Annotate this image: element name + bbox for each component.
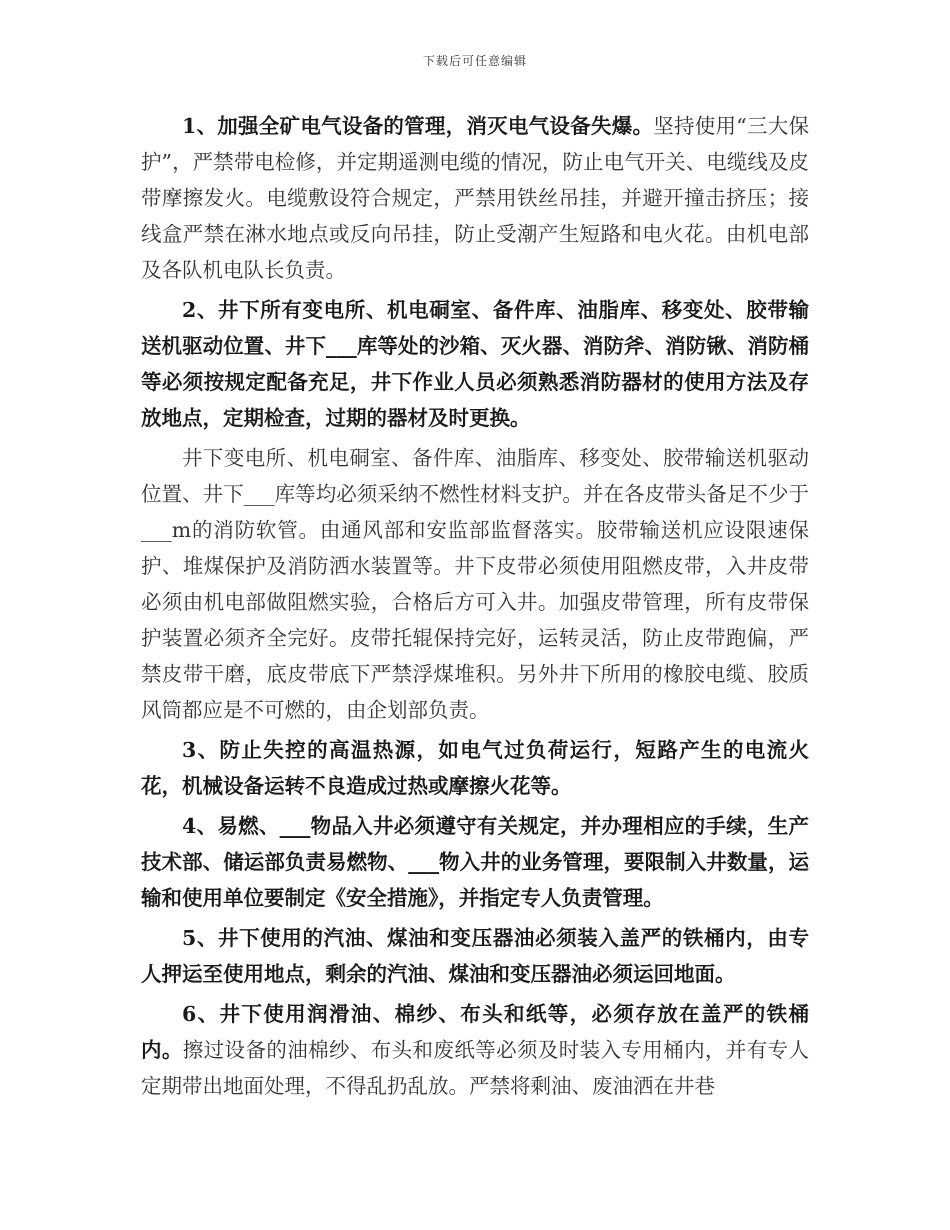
paragraph-1: [141, 108, 809, 288]
paragraph-5: [141, 808, 809, 916]
paragraph-7-text: 擦过设备的油棉纱、布头和废纸等必须及时装入专用桶内，并有专人定期带出地面处理，不得乱扔乱放。严禁将剩油、废油洒在井巷: [141, 1038, 810, 1098]
paragraph-6: [141, 920, 809, 992]
paragraph-4-bold: 3、防止失控的高温热源，如电气过负荷运行，短路产生的电流火花，机械设备运转不良造成过热或摩擦火花等。: [141, 738, 809, 798]
paragraph-7: [141, 996, 809, 1104]
paragraph-2: [141, 292, 809, 436]
document-body: [141, 108, 809, 1104]
paragraph-5-bold: 4、易燃、___物品入井必须遵守有关规定，并办理相应的手续，生产技术部、储运部负责易燃物、___物入井的业务管理，要限制入井数量，运输和使用单位要制定《安全措施》，并指定专人负责管理。: [141, 814, 809, 910]
paragraph-2-bold: 2、井下所有变电所、机电硐室、备件库、油脂库、移变处、胶带输送机驱动位置、井下___库等处的沙箱、灭火器、消防斧、消防锹、消防桶等必须按规定配备充足，井下作业人员必须熟悉消防器材的使用方法及存放地点，定期检查，过期的器材及时更换。: [141, 298, 809, 430]
paragraph-7-bold: 6、井下使用润滑油、棉纱、布头和纸等，必须存放在盖严的铁桶内。: [141, 1002, 809, 1062]
paragraph-4: [141, 732, 809, 804]
paragraph-3-text: 井下变电所、机电硐室、备件库、油脂库、移变处、胶带输送机驱动位置、井下___库等均必须采纳不燃性材料支护。并在各皮带头备足不少于___m的消防软管。由通风部和安监部监督落实。胶带输送机应设限速保护、堆煤保护及消防洒水装置等。井下皮带必须使用阻燃皮带，入井皮带必须由机电部做阻燃实验，合格后方可入井。加强皮带管理，所有皮带保护装置必须齐全完好。皮带托辊保持完好，运转灵活，防止皮带跑偏，严禁皮带干磨，底皮带底下严禁浮煤堆积。另外井下所用的橡胶电缆、胶质风筒都应是不可燃的，由企划部负责。: [141, 446, 809, 722]
paragraph-1-bold: 1、加强全矿电气设备的管理，消灭电气设备失爆。: [182, 114, 654, 138]
paragraph-6-bold: 5、井下使用的汽油、煤油和变压器油必须装入盖严的铁桶内，由专人押运至使用地点，剩余的汽油、煤油和变压器油必须运回地面。: [141, 926, 809, 986]
paragraph-1-text: 坚持使用“三大保护”，严禁带电检修，并定期遥测电缆的情况，防止电气开关、电缆线及皮带摩擦发火。电缆敷设符合规定，严禁用铁丝吊挂，并避开撞击挤压；接线盒严禁在淋水地点或反向吊挂，防止受潮产生短路和电火花。由机电部及各队机电队长负责。: [141, 114, 810, 282]
paragraph-3: [141, 440, 809, 728]
page-header: 下载后可任意编辑: [422, 54, 527, 68]
